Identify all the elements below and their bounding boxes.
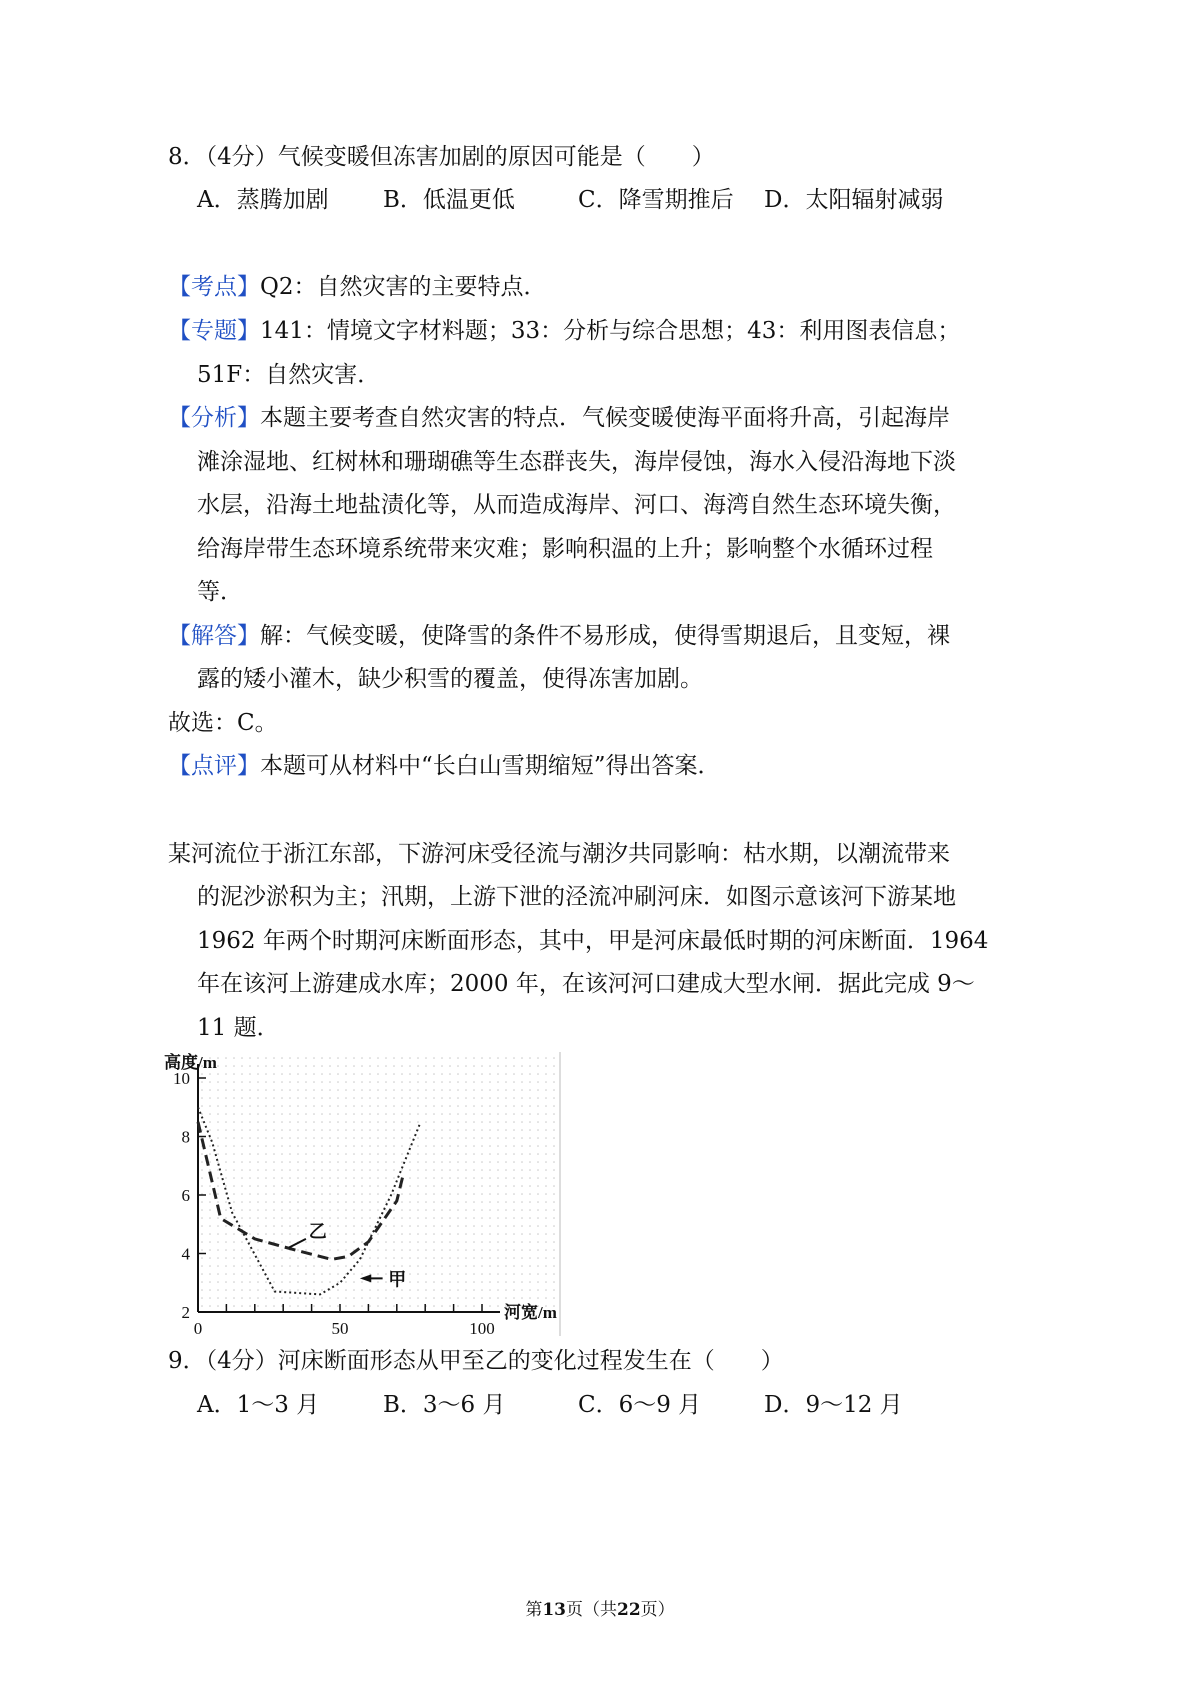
x-tick-label: 50 — [331, 1319, 349, 1338]
footer-page-number: 13 — [542, 1600, 566, 1620]
kaodian-text: Q2：自然灾害的主要特点． — [260, 274, 547, 300]
jieda-tag: 【解答】 — [168, 623, 260, 649]
dianping-line — [168, 750, 721, 782]
jieda-line — [168, 620, 950, 652]
fenxi-text-4: 给海岸带生态环境系统带来灾难；影响积温的上升；影响整个水循环过程 — [197, 536, 933, 562]
y-tick-label: 6 — [181, 1186, 190, 1205]
q9-option-c: C．6～9 月 — [578, 1392, 702, 1418]
q8-option-a: A．蒸腾加剧 — [197, 187, 329, 213]
fenxi-text-2: 滩涂湿地、红树林和珊瑚礁等生态群丧失，海岸侵蚀，海水入侵沿海地下淡 — [197, 449, 956, 475]
kaodian-line — [168, 271, 547, 303]
passage-line-3: 1962 年两个时期河床断面形态，其中，甲是河床最低时期的河床断面．1964 — [197, 928, 989, 954]
series-label-jia: 甲 — [388, 1269, 407, 1290]
q9-option-b: B．3～6 月 — [383, 1392, 506, 1418]
passage-line-1: 某河流位于浙江东部，下游河床受径流与潮汐共同影响：枯水期，以潮流带来 — [168, 841, 950, 867]
y-tick-label: 8 — [181, 1127, 190, 1147]
fenxi-text-3: 水层，沿海土地盐渍化等，从而造成海岸、河口、海湾自然生态环境失衡， — [197, 492, 956, 518]
x-tick-label: 100 — [469, 1319, 495, 1338]
y-tick-label: 10 — [173, 1069, 190, 1088]
riverbed-profile-chart — [160, 1040, 620, 1350]
fenxi-tag: 【分析】 — [168, 405, 260, 431]
fenxi-text-5: 等． — [197, 579, 243, 605]
y-tick-label: 2 — [181, 1303, 190, 1322]
y-tick-label: 4 — [181, 1244, 190, 1264]
kaodian-tag: 【考点】 — [168, 274, 260, 300]
q9-option-d: D．9～12 月 — [764, 1392, 903, 1418]
footer-total-pages: 22 — [617, 1600, 641, 1620]
fenxi-line — [168, 402, 950, 434]
q9-option-a: A．1～3 月 — [197, 1392, 320, 1418]
y-axis-label: 高度/m — [164, 1053, 217, 1072]
q8-stem: 8．（4分）气候变暖但冻害加剧的原因可能是（ ） — [168, 144, 715, 170]
q9-stem: 9．（4分）河床断面形态从甲至乙的变化过程发生在（ ） — [168, 1348, 784, 1374]
zhuanti-tag: 【专题】 — [168, 318, 260, 344]
passage-line-2: 的泥沙淤积为主；汛期，上游下泄的泾流冲刷河床．如图示意该河下游某地 — [197, 884, 956, 910]
fenxi-text-1: 本题主要考查自然灾害的特点．气候变暖使海平面将升高，引起海岸 — [260, 405, 950, 431]
zhuanti-text-2: 51F：自然灾害． — [197, 362, 381, 388]
q8-option-c: C．降雪期推后 — [578, 187, 734, 213]
zhuanti-line — [168, 315, 960, 347]
chart-grid — [198, 1052, 560, 1312]
jieda-text-2: 露的矮小灌木，缺少积雪的覆盖，使得冻害加剧。 — [197, 666, 703, 692]
x-axis-label: 河宽/m — [504, 1303, 557, 1322]
q8-option-b: B．低温更低 — [383, 187, 515, 213]
x-tick-label: 0 — [193, 1319, 203, 1338]
zhuanti-text-1: 141：情境文字材料题；33：分析与综合思想；43：利用图表信息； — [260, 318, 961, 344]
dianping-text: 本题可从材料中“长白山雪期缩短”得出答案． — [260, 753, 721, 779]
passage-line-4: 年在该河上游建成水库；2000 年，在该河河口建成大型水闸．据此完成 9～ — [197, 971, 975, 997]
jieda-text-1: 解：气候变暖，使降雪的条件不易形成，使得雪期退后，且变短，裸 — [260, 623, 950, 649]
q8-option-d: D．太阳辐射减弱 — [764, 187, 944, 213]
footer-middle: 页（共 — [566, 1600, 617, 1620]
page-footer — [0, 1598, 1200, 1622]
answer-line: 故选：C。 — [168, 710, 278, 736]
footer-prefix: 第 — [525, 1600, 543, 1620]
series-label-yi: 乙 — [308, 1221, 327, 1242]
footer-suffix: 页） — [640, 1600, 675, 1620]
dianping-tag: 【点评】 — [168, 753, 260, 779]
passage-line-5: 11 题． — [197, 1015, 280, 1041]
